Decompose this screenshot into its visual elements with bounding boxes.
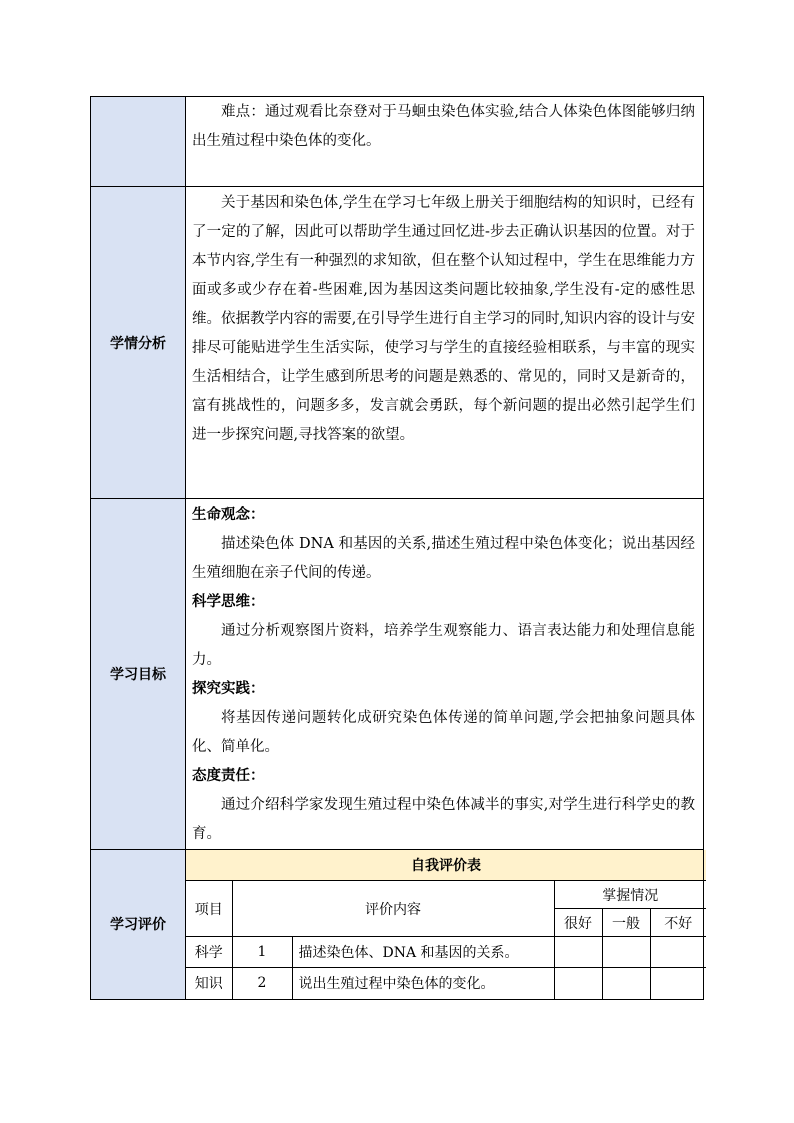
goal-heading-practice: 探究实践：: [192, 681, 265, 697]
goal-text-thinking: 通过分析观察图片资料，培养学生观察能力、语言表达能力和处理信息能力。: [192, 623, 695, 668]
difficulty-label-cell: [91, 97, 186, 187]
evaluation-content-cell: [186, 850, 704, 1000]
rating-cell[interactable]: [554, 968, 602, 999]
difficulty-text: 难点：通过观看比奈登对于马蛔虫染色体实验,结合人体染色体图能够归纳出生殖过程中染色体的变化。: [192, 104, 695, 149]
level-very-good: 很好: [554, 909, 602, 937]
goals-label: 学习目标: [91, 499, 186, 850]
level-poor: 不好: [650, 909, 706, 937]
col-content-header: 评价内容: [232, 881, 554, 937]
evaluation-label: 学习评价: [91, 850, 186, 1000]
difficulty-row: [91, 97, 704, 187]
category-line1: 科学: [186, 937, 232, 968]
goal-heading-life: 生命观念：: [192, 507, 265, 523]
analysis-text: 关于基因和染色体,学生在学习七年级上册关于细胞结构的知识时，已经有了一定的了解，因此可以帮助学生通过回忆进-步去正确认识基因的位置。对于本节内容,学生有一种强烈的求知欲，但在整个认知过程中，学生在思维能力方面或多或少存在着-些困难,因为基因这类问题比较抽象,学生没有-定的感性思维。依据教学内容的需要,在引导学生进行自主学习的同时,知识内容的设计与安排尽可能贴进学生生活实际，使学习与学生的直接经验相联系，与丰富的现实生活相结合，让学生感到所思考的问题是熟悉的、常见的，同时又是新奇的，富有挑战性的，问题多多，发言就会勇跃，每个新问题的提出必然引起学生们进一步探究问题,寻找答案的欲望。: [192, 195, 695, 443]
difficulty-content-cell: [186, 97, 704, 187]
col-mastery-header: 掌握情况: [554, 881, 706, 909]
evaluation-table-title: 自我评价表: [186, 850, 706, 881]
analysis-row: [91, 187, 704, 499]
col-item-header: 项目: [186, 881, 232, 937]
goal-text-life: 描述染色体 DNA 和基因的关系,描述生殖过程中染色体变化；说出基因经生殖细胞在亲子代间的传递。: [192, 536, 695, 581]
rating-cell[interactable]: [650, 968, 706, 999]
level-average: 一般: [602, 909, 650, 937]
item-number: 1: [232, 937, 292, 968]
rating-cell[interactable]: [650, 937, 706, 968]
rating-cell[interactable]: [602, 968, 650, 999]
goals-row: [91, 499, 704, 850]
analysis-label: 学情分析: [91, 187, 186, 499]
rating-cell[interactable]: [554, 937, 602, 968]
goal-text-practice: 将基因传递问题转化成研究染色体传递的简单问题,学会把抽象问题具体化、简单化。: [192, 710, 695, 755]
rating-cell[interactable]: [602, 937, 650, 968]
item-content: 说出生殖过程中染色体的变化。: [292, 968, 554, 999]
goal-heading-attitude: 态度责任：: [192, 768, 265, 784]
analysis-content-cell: [186, 187, 704, 499]
lesson-plan-table: [90, 96, 704, 1000]
goal-heading-thinking: 科学思维：: [192, 594, 265, 610]
self-evaluation-table: [186, 850, 706, 999]
item-number: 2: [232, 968, 292, 999]
goals-content-cell: [186, 499, 704, 850]
evaluation-row: [91, 850, 704, 1000]
item-content: 描述染色体、DNA 和基因的关系。: [292, 937, 554, 968]
goal-text-attitude: 通过介绍科学家发现生殖过程中染色体减半的事实,对学生进行科学史的教育。: [192, 797, 695, 842]
category-line2: 知识: [186, 968, 232, 999]
